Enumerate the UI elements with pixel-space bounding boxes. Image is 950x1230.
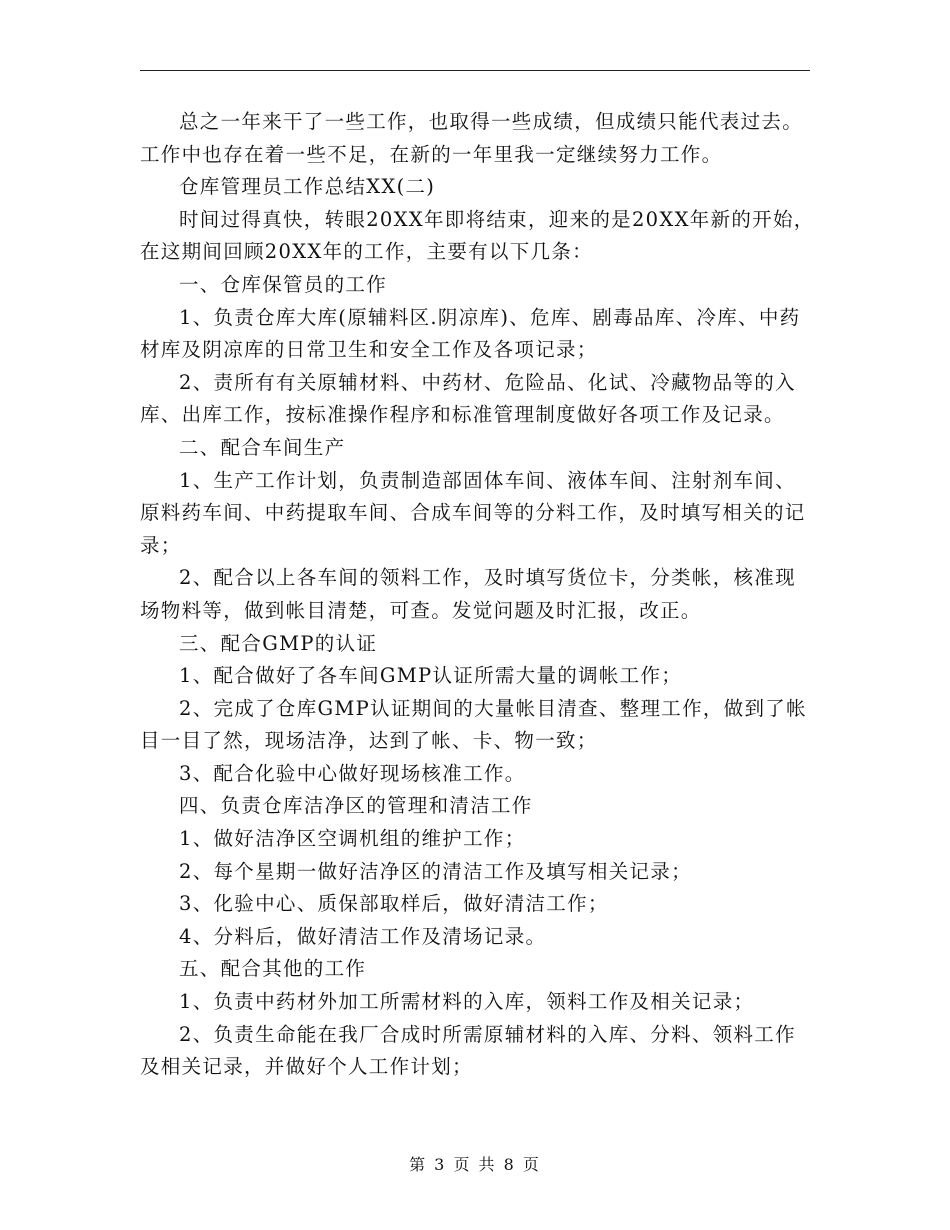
heading-warehouse-keeper: 一、仓库保管员的工作 — [179, 272, 388, 296]
paragraph-item: 2、责所有有关原辅材料、中药材、危险品、化试、冷藏物品等的入库、出库工作，按标准操作程序和标准管理制度做好各项工作及记录。 — [140, 370, 796, 427]
heading-clean-area: 四、负责仓库洁净区的管理和清洁工作 — [179, 794, 533, 818]
paragraph-item: 2、每个星期一做好洁净区的清洁工作及填写相关记录； — [179, 859, 692, 883]
page-number: 第 3 页 共 8 页 — [409, 1155, 541, 1174]
paragraph-item: 1、负责中药材外加工所需材料的入库，领料工作及相关记录； — [179, 990, 755, 1014]
body-text — [140, 106, 815, 1084]
paragraph-summary-closing: 总之一年来干了一些工作，也取得一些成绩，但成绩只能代表过去。工作中也存在着一些不足，在新的一年里我一定继续努力工作。 — [140, 110, 804, 166]
header-rule — [140, 70, 810, 71]
paragraph-item: 2、配合以上各车间的领料工作，及时填写货位卡，分类帐，核准现场物料等，做到帐目清楚，可查。发觉问题及时汇报，改正。 — [140, 566, 796, 622]
paragraph-item: 1、负责仓库大库(原辅料区.阴凉库)、危库、剧毒品库、冷库、中药材库及阴凉库的日常卫生和安全工作及各项记录； — [140, 305, 801, 362]
section-title: 仓库管理员工作总结XX(二) — [179, 175, 436, 199]
paragraph-item: 1、配合做好了各车间GMP认证所需大量的调帐工作； — [179, 664, 683, 688]
paragraph-intro: 时间过得真快，转眼20XX年即将结束，迎来的是20XX年新的开始，在这期间回顾20XX年的工作，主要有以下几条： — [140, 207, 815, 264]
paragraph-item: 3、化验中心、质保部取样后，做好清洁工作； — [179, 892, 609, 916]
heading-other-work: 五、配合其他的工作 — [179, 957, 367, 981]
paragraph-item: 1、做好洁净区空调机组的维护工作； — [179, 827, 526, 851]
heading-workshop-production: 二、配合车间生产 — [179, 435, 346, 459]
paragraph-item: 2、负责生命能在我厂合成时所需原辅材料的入库、分料、领料工作及相关记录，并做好个人工作计划； — [140, 1022, 796, 1079]
heading-gmp: 三、配合GMP的认证 — [179, 631, 378, 655]
paragraph-item: 2、完成了仓库GMP认证期间的大量帐目清查、整理工作，做到了帐目一目了然，现场洁净，达到了帐、卡、物一致； — [140, 696, 807, 753]
paragraph-item: 4、分料后，做好清洁工作及清场记录。 — [179, 924, 547, 948]
paragraph-item: 3、配合化验中心做好现场核准工作。 — [179, 761, 526, 785]
paragraph-item: 1、生产工作计划，负责制造部固体车间、液体车间、注射剂车间、原料药车间、中药提取车间、合成车间等的分料工作，及时填写相关的记录； — [140, 468, 806, 557]
